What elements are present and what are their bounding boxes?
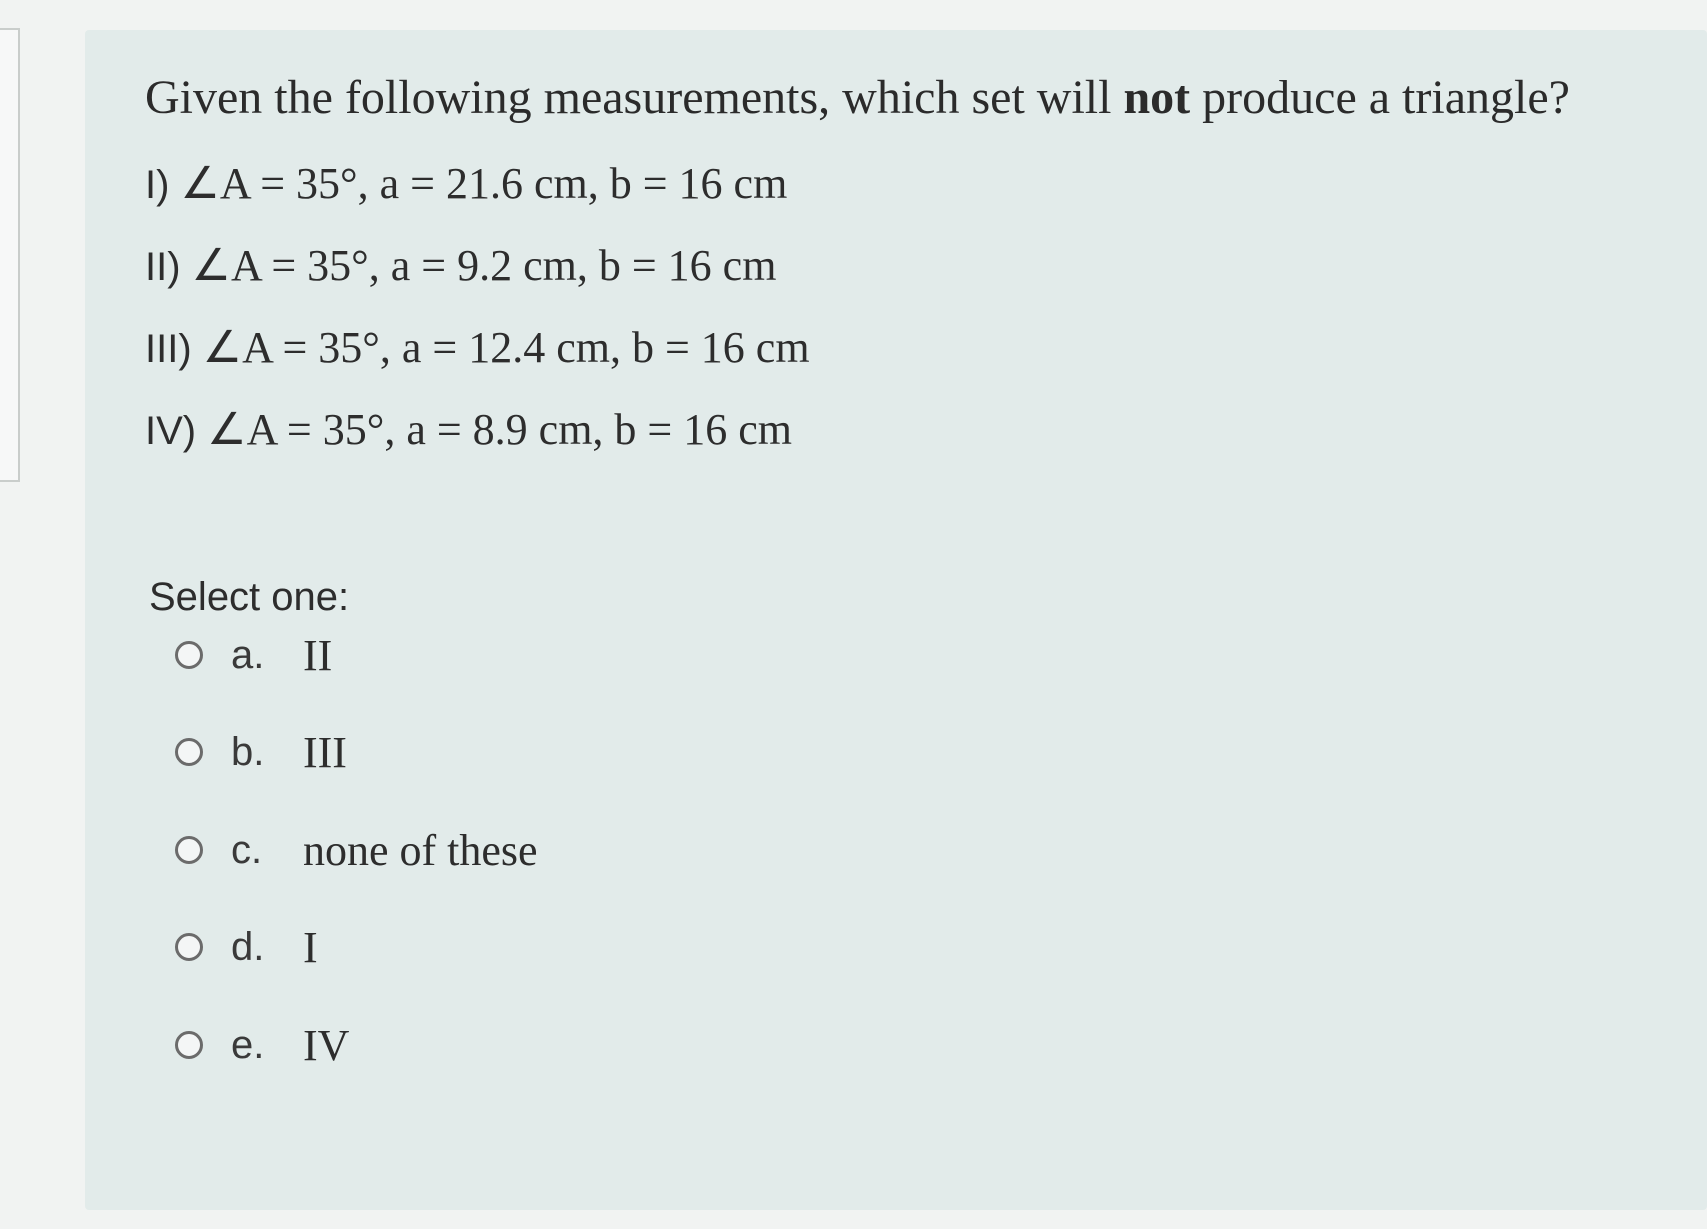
question-card <box>85 30 1707 1210</box>
statement-label: I) <box>145 163 170 207</box>
option-a[interactable] <box>175 625 332 685</box>
option-letter: e. <box>231 1022 265 1067</box>
question-suffix: produce a triangle? <box>1190 71 1570 124</box>
option-text[interactable]: I <box>303 922 318 972</box>
option-letter: c. <box>231 827 263 872</box>
option-text[interactable]: II <box>303 630 333 680</box>
option-text[interactable]: none of these <box>303 825 538 875</box>
radio-button-icon[interactable] <box>175 836 203 864</box>
statement-expression: ∠A = 35°, a = 9.2 cm, b = 16 cm <box>191 241 777 290</box>
select-one-prompt: Select one: <box>149 575 350 619</box>
option-letter: d. <box>231 924 265 969</box>
statement-3 <box>145 322 810 373</box>
question-emphasis: not <box>1123 71 1191 124</box>
statement-label: II) <box>145 245 181 289</box>
radio-button-icon[interactable] <box>175 933 203 961</box>
option-text[interactable]: III <box>303 727 347 777</box>
radio-button-icon[interactable] <box>175 738 203 766</box>
left-panel <box>0 28 20 482</box>
question-text <box>145 70 1570 125</box>
statement-expression: ∠A = 35°, a = 8.9 cm, b = 16 cm <box>207 405 792 454</box>
statement-label: III) <box>145 327 192 371</box>
option-d[interactable] <box>175 917 318 977</box>
option-letter: b. <box>231 729 265 774</box>
option-c[interactable] <box>175 820 538 880</box>
statement-1 <box>145 158 787 209</box>
option-text[interactable]: IV <box>303 1020 350 1070</box>
statement-2 <box>145 240 776 291</box>
option-e[interactable] <box>175 1015 349 1075</box>
statement-expression: ∠A = 35°, a = 12.4 cm, b = 16 cm <box>202 323 810 372</box>
option-letter: a. <box>231 632 265 677</box>
question-prefix: Given the following measurements, which set will <box>145 71 1124 124</box>
radio-button-icon[interactable] <box>175 1031 203 1059</box>
statement-4 <box>145 404 792 455</box>
statement-expression: ∠A = 35°, a = 21.6 cm, b = 16 cm <box>180 159 788 208</box>
option-b[interactable] <box>175 722 347 782</box>
radio-button-icon[interactable] <box>175 641 203 669</box>
statement-label: IV) <box>145 409 197 453</box>
